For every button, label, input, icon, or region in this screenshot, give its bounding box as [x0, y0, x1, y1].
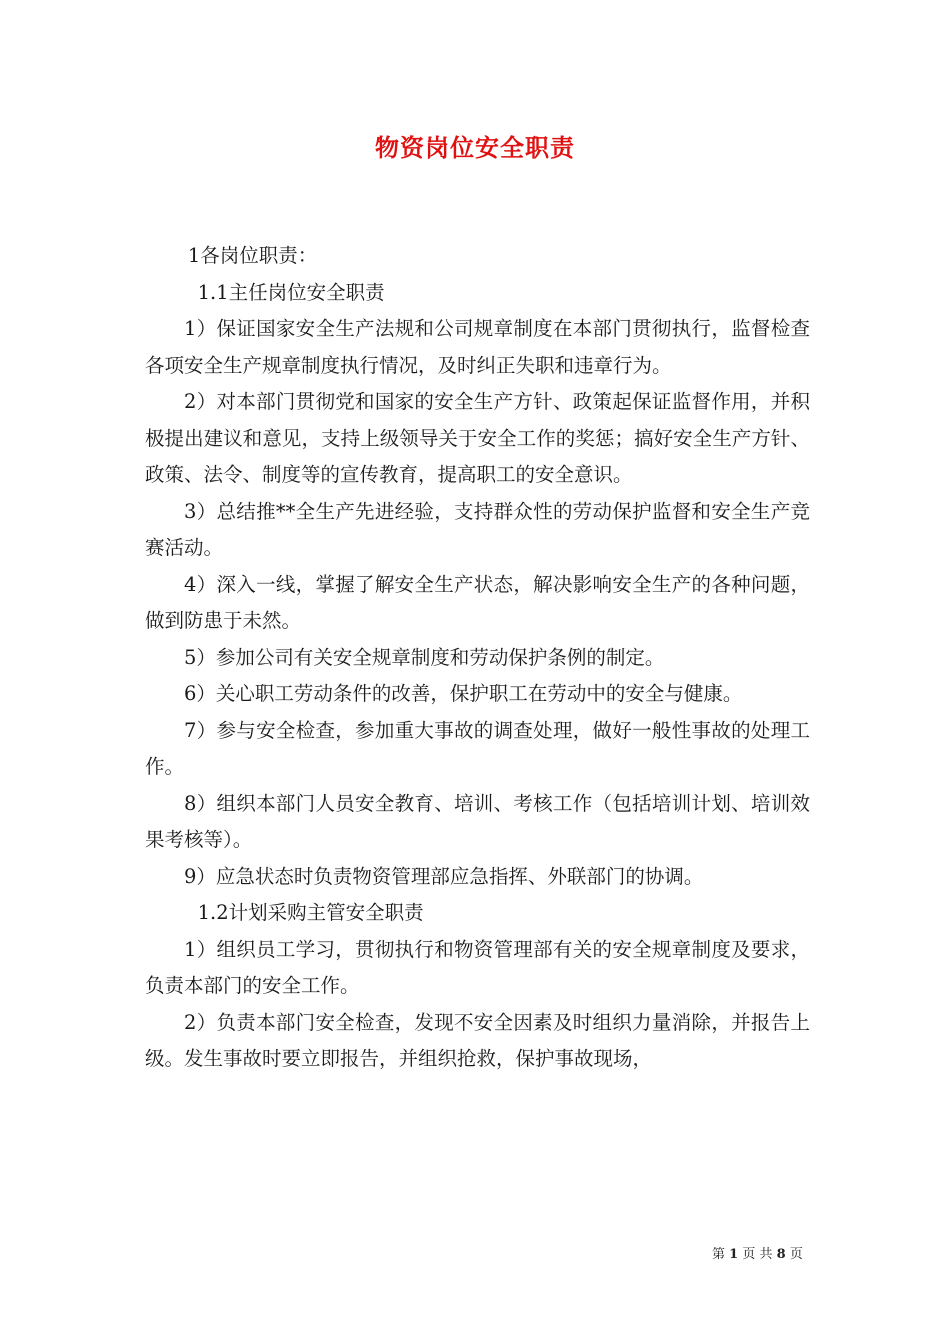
paragraph: 4）深入一线，掌握了解安全生产状态，解决影响安全生产的各种问题，做到防患于未然。 — [145, 572, 810, 632]
footer-suffix: 页 — [789, 1247, 803, 1262]
paragraph: 5）参加公司有关安全规章制度和劳动保护条例的制定。 — [184, 645, 665, 669]
paragraph: 1）组织员工学习，贯彻执行和物资管理部有关的安全规章制度及要求，负责本部门的安全工作。 — [145, 937, 810, 997]
document-body — [145, 238, 810, 1078]
footer-prefix: 第 — [712, 1247, 726, 1262]
paragraph: 2）对本部门贯彻党和国家的安全生产方针、政策起保证监督作用，并积极提出建议和意见，支持上级领导关于安全工作的奖惩；搞好安全生产方针、政策、法令、制度等的宣传教育，提高职工的安全意识。 — [145, 390, 810, 486]
footer-page-number: 1 — [729, 1247, 739, 1262]
page-footer — [712, 1246, 803, 1264]
subsection-heading: 1.2计划采购主管安全职责 — [197, 901, 424, 924]
document-title: 物资岗位安全职责 — [375, 133, 575, 162]
section-heading: 1各岗位职责： — [187, 244, 318, 267]
paragraph: 2）负责本部门安全检查，发现不安全因素及时组织力量消除，并报告上级。发生事故时要立即报告，并组织抢救，保护事故现场， — [145, 1010, 810, 1070]
paragraph: 9）应急状态时负责物资管理部应急指挥、外联部门的协调。 — [184, 864, 704, 888]
paragraph: 6）关心职工劳动条件的改善，保护职工在劳动中的安全与健康。 — [184, 682, 743, 705]
paragraph: 1）保证国家安全生产法规和公司规章制度在本部门贯彻执行，监督检查各项安全生产规章制度执行情况，及时纠正失职和违章行为。 — [145, 317, 810, 377]
footer-middle: 页 共 — [742, 1247, 773, 1262]
paragraph: 3）总结推**全生产先进经验，支持群众性的劳动保护监督和安全生产竞赛活动。 — [145, 499, 810, 559]
footer-total-pages: 8 — [776, 1247, 786, 1262]
paragraph: 8）组织本部门人员安全教育、培训、考核工作（包括培训计划、培训效果考核等）。 — [145, 791, 810, 851]
subsection-heading: 1.1主任岗位安全职责 — [197, 280, 385, 304]
paragraph: 7）参与安全检查，参加重大事故的调查处理，做好一般性事故的处理工作。 — [145, 718, 810, 778]
